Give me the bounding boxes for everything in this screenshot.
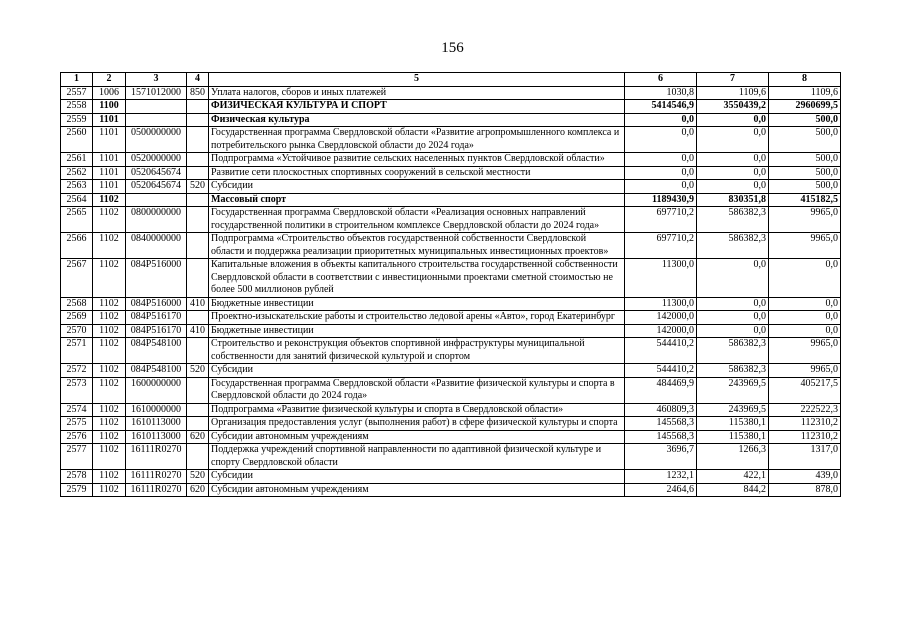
- column-header: 3: [126, 73, 187, 87]
- item-name-cell: Подпрограмма «Строительство объектов государственной собственности Свердловской области и поддержка реализации приоритетных муниципальных инвестиционных проектов»: [209, 233, 625, 259]
- item-name-cell: Государственная программа Свердловской области «Развитие агропромышленного комплекса и потребительского рынка Свердловской области до 2024 года»: [209, 127, 625, 153]
- section-code-cell: 1102: [93, 233, 126, 259]
- amount-year2-cell: 243969,5: [697, 403, 769, 417]
- amount-year2-cell: 586382,3: [697, 207, 769, 233]
- target-article-cell: 0520645674: [126, 180, 187, 194]
- amount-year1-cell: 3696,7: [625, 444, 697, 470]
- section-code-cell: 1102: [93, 193, 126, 207]
- amount-year2-cell: 0,0: [697, 127, 769, 153]
- amount-year3-cell: 405217,5: [769, 377, 841, 403]
- amount-year2-cell: 115380,1: [697, 430, 769, 444]
- item-name-cell: Государственная программа Свердловской области «Реализация основных направлений государственной политики в строительном комплексе Свердловской области до 2024 года»: [209, 207, 625, 233]
- target-article-cell: 1610113000: [126, 417, 187, 431]
- section-code-cell: 1102: [93, 444, 126, 470]
- row-number-cell: 2560: [61, 127, 93, 153]
- table-body: [61, 86, 841, 497]
- target-article-cell: 1610000000: [126, 403, 187, 417]
- amount-year1-cell: 5414546,9: [625, 100, 697, 114]
- item-name-cell: Капитальные вложения в объекты капитального строительства государственной собственности Свердловской области в соответствии с инвестиционными проектами сметной стоимостью не более 500 миллионов рублей: [209, 259, 625, 298]
- amount-year3-cell: 9965,0: [769, 364, 841, 378]
- row-number-cell: 2576: [61, 430, 93, 444]
- target-article-cell: 16111R0270: [126, 444, 187, 470]
- row-number-cell: 2565: [61, 207, 93, 233]
- column-header: 1: [61, 73, 93, 87]
- table-row: [61, 444, 841, 470]
- target-article-cell: 0520645674: [126, 166, 187, 180]
- target-article-cell: 084P516000: [126, 259, 187, 298]
- item-name-cell: Субсидии: [209, 470, 625, 484]
- table-header-row: [61, 73, 841, 87]
- expense-type-cell: 620: [187, 483, 209, 497]
- amount-year1-cell: 11300,0: [625, 259, 697, 298]
- item-name-cell: Физическая культура: [209, 113, 625, 127]
- target-article-cell: 1600000000: [126, 377, 187, 403]
- item-name-cell: Подпрограмма «Развитие физической культуры и спорта в Свердловской области»: [209, 403, 625, 417]
- item-name-cell: Поддержка учреждений спортивной направленности по адаптивной физической культуре и спорту Свердловской области: [209, 444, 625, 470]
- table-row: [61, 233, 841, 259]
- expense-type-cell: [187, 233, 209, 259]
- item-name-cell: Субсидии: [209, 364, 625, 378]
- table-row: [61, 86, 841, 100]
- amount-year1-cell: 697710,2: [625, 207, 697, 233]
- amount-year3-cell: 0,0: [769, 259, 841, 298]
- target-article-cell: 0500000000: [126, 127, 187, 153]
- expense-type-cell: 620: [187, 430, 209, 444]
- amount-year2-cell: 243969,5: [697, 377, 769, 403]
- row-number-cell: 2557: [61, 86, 93, 100]
- amount-year2-cell: 0,0: [697, 180, 769, 194]
- item-name-cell: Бюджетные инвестиции: [209, 324, 625, 338]
- table-row: [61, 153, 841, 167]
- amount-year2-cell: 830351,8: [697, 193, 769, 207]
- table-row: [61, 127, 841, 153]
- amount-year2-cell: 0,0: [697, 153, 769, 167]
- expense-type-cell: 850: [187, 86, 209, 100]
- target-article-cell: 0800000000: [126, 207, 187, 233]
- section-code-cell: 1102: [93, 324, 126, 338]
- target-article-cell: 084P516170: [126, 311, 187, 325]
- row-number-cell: 2559: [61, 113, 93, 127]
- item-name-cell: Массовый спорт: [209, 193, 625, 207]
- row-number-cell: 2573: [61, 377, 93, 403]
- amount-year1-cell: 0,0: [625, 166, 697, 180]
- row-number-cell: 2577: [61, 444, 93, 470]
- expense-type-cell: [187, 259, 209, 298]
- amount-year3-cell: 0,0: [769, 324, 841, 338]
- amount-year3-cell: 112310,2: [769, 417, 841, 431]
- amount-year3-cell: 1109,6: [769, 86, 841, 100]
- item-name-cell: ФИЗИЧЕСКАЯ КУЛЬТУРА И СПОРТ: [209, 100, 625, 114]
- expense-type-cell: [187, 127, 209, 153]
- item-name-cell: Субсидии: [209, 180, 625, 194]
- expense-type-cell: [187, 153, 209, 167]
- row-number-cell: 2572: [61, 364, 93, 378]
- target-article-cell: 084P516000: [126, 297, 187, 311]
- amount-year3-cell: 2960699,5: [769, 100, 841, 114]
- section-code-cell: 1102: [93, 311, 126, 325]
- section-code-cell: 1102: [93, 403, 126, 417]
- table-row: [61, 430, 841, 444]
- target-article-cell: 084P548100: [126, 338, 187, 364]
- section-code-cell: 1102: [93, 259, 126, 298]
- amount-year2-cell: 844,2: [697, 483, 769, 497]
- item-name-cell: Строительство и реконструкция объектов спортивной инфраструктуры муниципальной собственности для занятий физической культурой и спортом: [209, 338, 625, 364]
- amount-year1-cell: 142000,0: [625, 324, 697, 338]
- table-row: [61, 166, 841, 180]
- table-row: [61, 403, 841, 417]
- item-name-cell: Проектно-изыскательские работы и строительство ледовой арены «Авто», город Екатеринбург: [209, 311, 625, 325]
- table-row: [61, 100, 841, 114]
- amount-year2-cell: 0,0: [697, 166, 769, 180]
- row-number-cell: 2569: [61, 311, 93, 325]
- amount-year2-cell: 586382,3: [697, 364, 769, 378]
- item-name-cell: Субсидии автономным учреждениям: [209, 430, 625, 444]
- expense-type-cell: 520: [187, 180, 209, 194]
- table-row: [61, 297, 841, 311]
- amount-year1-cell: 145568,3: [625, 430, 697, 444]
- expense-type-cell: [187, 100, 209, 114]
- table-row: [61, 259, 841, 298]
- amount-year3-cell: 0,0: [769, 297, 841, 311]
- amount-year2-cell: 0,0: [697, 297, 769, 311]
- section-code-cell: 1101: [93, 127, 126, 153]
- column-header: 5: [209, 73, 625, 87]
- expense-type-cell: [187, 113, 209, 127]
- item-name-cell: Бюджетные инвестиции: [209, 297, 625, 311]
- expense-type-cell: [187, 444, 209, 470]
- table-row: [61, 470, 841, 484]
- amount-year1-cell: 697710,2: [625, 233, 697, 259]
- item-name-cell: Субсидии автономным учреждениям: [209, 483, 625, 497]
- expense-type-cell: 520: [187, 364, 209, 378]
- amount-year3-cell: 500,0: [769, 166, 841, 180]
- amount-year2-cell: 115380,1: [697, 417, 769, 431]
- column-header: 2: [93, 73, 126, 87]
- target-article-cell: 16111R0270: [126, 483, 187, 497]
- amount-year1-cell: 0,0: [625, 127, 697, 153]
- section-code-cell: 1101: [93, 180, 126, 194]
- amount-year2-cell: 0,0: [697, 324, 769, 338]
- target-article-cell: 084P516170: [126, 324, 187, 338]
- row-number-cell: 2562: [61, 166, 93, 180]
- item-name-cell: Государственная программа Свердловской области «Развитие физической культуры и спорта в Свердловской области до 2024 года»: [209, 377, 625, 403]
- expense-type-cell: 410: [187, 297, 209, 311]
- expense-type-cell: 520: [187, 470, 209, 484]
- amount-year1-cell: 544410,2: [625, 338, 697, 364]
- table-row: [61, 364, 841, 378]
- amount-year3-cell: 500,0: [769, 127, 841, 153]
- amount-year1-cell: 2464,6: [625, 483, 697, 497]
- table-row: [61, 338, 841, 364]
- amount-year3-cell: 9965,0: [769, 338, 841, 364]
- section-code-cell: 1100: [93, 100, 126, 114]
- amount-year3-cell: 9965,0: [769, 233, 841, 259]
- row-number-cell: 2570: [61, 324, 93, 338]
- amount-year1-cell: 11300,0: [625, 297, 697, 311]
- row-number-cell: 2575: [61, 417, 93, 431]
- section-code-cell: 1102: [93, 297, 126, 311]
- table-row: [61, 324, 841, 338]
- amount-year3-cell: 500,0: [769, 153, 841, 167]
- row-number-cell: 2561: [61, 153, 93, 167]
- amount-year1-cell: 0,0: [625, 153, 697, 167]
- amount-year1-cell: 460809,3: [625, 403, 697, 417]
- table-row: [61, 417, 841, 431]
- amount-year2-cell: 0,0: [697, 113, 769, 127]
- amount-year3-cell: 878,0: [769, 483, 841, 497]
- item-name-cell: Подпрограмма «Устойчивое развитие сельских населенных пунктов Свердловской области»: [209, 153, 625, 167]
- section-code-cell: 1006: [93, 86, 126, 100]
- amount-year3-cell: 1317,0: [769, 444, 841, 470]
- row-number-cell: 2579: [61, 483, 93, 497]
- section-code-cell: 1102: [93, 470, 126, 484]
- target-article-cell: 16111R0270: [126, 470, 187, 484]
- amount-year1-cell: 142000,0: [625, 311, 697, 325]
- row-number-cell: 2563: [61, 180, 93, 194]
- amount-year2-cell: 3550439,2: [697, 100, 769, 114]
- row-number-cell: 2574: [61, 403, 93, 417]
- row-number-cell: 2578: [61, 470, 93, 484]
- section-code-cell: 1102: [93, 377, 126, 403]
- amount-year1-cell: 1232,1: [625, 470, 697, 484]
- column-header: 4: [187, 73, 209, 87]
- amount-year3-cell: 222522,3: [769, 403, 841, 417]
- table-row: [61, 180, 841, 194]
- page-number: 156: [441, 40, 464, 56]
- section-code-cell: 1101: [93, 166, 126, 180]
- item-name-cell: Организация предоставления услуг (выполнения работ) в сфере физической культуры и спорта: [209, 417, 625, 431]
- amount-year2-cell: 586382,3: [697, 233, 769, 259]
- target-article-cell: 1571012000: [126, 86, 187, 100]
- row-number-cell: 2571: [61, 338, 93, 364]
- amount-year3-cell: 0,0: [769, 311, 841, 325]
- expense-type-cell: [187, 417, 209, 431]
- table-row: [61, 377, 841, 403]
- target-article-cell: [126, 193, 187, 207]
- amount-year2-cell: 422,1: [697, 470, 769, 484]
- expense-type-cell: [187, 377, 209, 403]
- target-article-cell: [126, 113, 187, 127]
- amount-year1-cell: 145568,3: [625, 417, 697, 431]
- row-number-cell: 2558: [61, 100, 93, 114]
- amount-year2-cell: 0,0: [697, 311, 769, 325]
- expense-type-cell: [187, 311, 209, 325]
- table-row: [61, 113, 841, 127]
- amount-year3-cell: 112310,2: [769, 430, 841, 444]
- section-code-cell: 1101: [93, 153, 126, 167]
- amount-year3-cell: 439,0: [769, 470, 841, 484]
- column-header: 6: [625, 73, 697, 87]
- row-number-cell: 2566: [61, 233, 93, 259]
- row-number-cell: 2568: [61, 297, 93, 311]
- amount-year3-cell: 500,0: [769, 180, 841, 194]
- amount-year1-cell: 0,0: [625, 180, 697, 194]
- amount-year1-cell: 1030,8: [625, 86, 697, 100]
- row-number-cell: 2564: [61, 193, 93, 207]
- section-code-cell: 1102: [93, 430, 126, 444]
- item-name-cell: Развитие сети плоскостных спортивных сооружений в сельской местности: [209, 166, 625, 180]
- target-article-cell: 0840000000: [126, 233, 187, 259]
- row-number-cell: 2567: [61, 259, 93, 298]
- column-header: 7: [697, 73, 769, 87]
- expense-type-cell: [187, 403, 209, 417]
- section-code-cell: 1102: [93, 483, 126, 497]
- table-row: [61, 311, 841, 325]
- budget-table: [60, 72, 841, 497]
- section-code-cell: 1102: [93, 417, 126, 431]
- column-header: 8: [769, 73, 841, 87]
- amount-year3-cell: 500,0: [769, 113, 841, 127]
- amount-year2-cell: 1109,6: [697, 86, 769, 100]
- expense-type-cell: 410: [187, 324, 209, 338]
- expense-type-cell: [187, 207, 209, 233]
- amount-year1-cell: 484469,9: [625, 377, 697, 403]
- target-article-cell: [126, 100, 187, 114]
- amount-year3-cell: 415182,5: [769, 193, 841, 207]
- section-code-cell: 1102: [93, 207, 126, 233]
- table-row: [61, 193, 841, 207]
- expense-type-cell: [187, 338, 209, 364]
- item-name-cell: Уплата налогов, сборов и иных платежей: [209, 86, 625, 100]
- amount-year2-cell: 586382,3: [697, 338, 769, 364]
- target-article-cell: 0520000000: [126, 153, 187, 167]
- target-article-cell: 1610113000: [126, 430, 187, 444]
- table-row: [61, 207, 841, 233]
- section-code-cell: 1102: [93, 338, 126, 364]
- table-row: [61, 483, 841, 497]
- amount-year3-cell: 9965,0: [769, 207, 841, 233]
- amount-year1-cell: 0,0: [625, 113, 697, 127]
- amount-year1-cell: 1189430,9: [625, 193, 697, 207]
- amount-year2-cell: 0,0: [697, 259, 769, 298]
- target-article-cell: 084P548100: [126, 364, 187, 378]
- amount-year2-cell: 1266,3: [697, 444, 769, 470]
- section-code-cell: 1102: [93, 364, 126, 378]
- amount-year1-cell: 544410,2: [625, 364, 697, 378]
- expense-type-cell: [187, 193, 209, 207]
- section-code-cell: 1101: [93, 113, 126, 127]
- expense-type-cell: [187, 166, 209, 180]
